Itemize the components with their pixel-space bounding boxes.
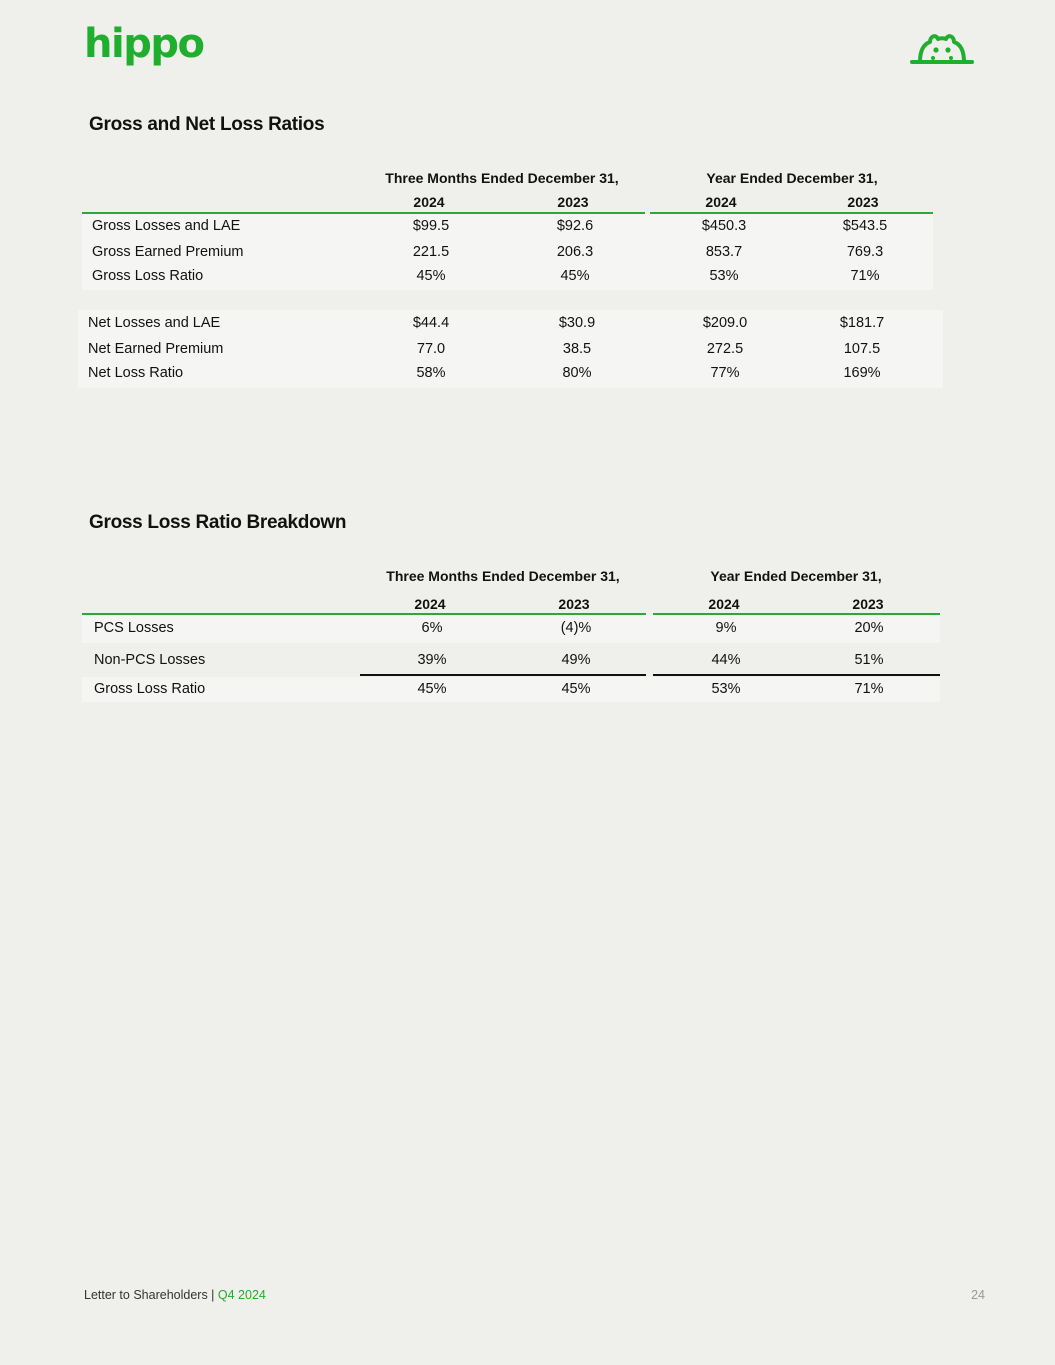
table-cell: $181.7 bbox=[839, 315, 885, 331]
table-cell: 53% bbox=[711, 681, 741, 697]
column-group-year: Year Ended December 31, bbox=[706, 170, 878, 186]
table-cell: 20% bbox=[854, 620, 884, 636]
table-cell: $209.0 bbox=[702, 315, 748, 331]
table-cell: 45% bbox=[416, 268, 446, 284]
table-cell: 853.7 bbox=[705, 244, 743, 260]
table-cell: 44% bbox=[711, 652, 741, 668]
column-group-three-months: Three Months Ended December 31, bbox=[385, 170, 619, 186]
table-cell: 77.0 bbox=[416, 341, 446, 357]
row-label: Net Losses and LAE bbox=[88, 315, 221, 331]
table-cell: 58% bbox=[416, 365, 446, 381]
table-cell: 206.3 bbox=[556, 244, 594, 260]
row-label: Gross Losses and LAE bbox=[92, 218, 241, 234]
column-header-year: 2024 bbox=[413, 194, 445, 210]
table-cell: 45% bbox=[561, 681, 591, 697]
table-cell: 769.3 bbox=[846, 244, 884, 260]
row-label: Gross Earned Premium bbox=[92, 244, 244, 260]
subtotal-divider bbox=[360, 674, 646, 676]
table-cell: 71% bbox=[854, 681, 884, 697]
row-label: Gross Loss Ratio bbox=[94, 681, 206, 697]
column-header-year: 2024 bbox=[708, 596, 740, 612]
table-cell: $92.6 bbox=[556, 218, 594, 234]
table-row-background bbox=[82, 677, 940, 702]
table-cell: 71% bbox=[850, 268, 880, 284]
table-cell: 9% bbox=[715, 620, 737, 636]
column-header-year: 2024 bbox=[705, 194, 737, 210]
column-header-year: 2023 bbox=[852, 596, 884, 612]
table-cell: (4)% bbox=[560, 620, 592, 636]
row-label: Net Loss Ratio bbox=[88, 365, 184, 381]
hippo-logo: hippo bbox=[84, 21, 204, 67]
row-label: PCS Losses bbox=[94, 620, 174, 636]
table-cell: $44.4 bbox=[412, 315, 450, 331]
column-group-three-months: Three Months Ended December 31, bbox=[386, 568, 620, 584]
table-cell: 49% bbox=[561, 652, 591, 668]
table-cell: 221.5 bbox=[412, 244, 450, 260]
table-cell: 80% bbox=[562, 365, 592, 381]
column-header-year: 2023 bbox=[558, 596, 590, 612]
row-label: Net Earned Premium bbox=[88, 341, 224, 357]
column-group-year: Year Ended December 31, bbox=[710, 568, 882, 584]
column-header-year: 2024 bbox=[414, 596, 446, 612]
table-cell: $30.9 bbox=[558, 315, 596, 331]
row-label: Gross Loss Ratio bbox=[92, 268, 204, 284]
table-cell: 272.5 bbox=[706, 341, 744, 357]
table-cell: 45% bbox=[417, 681, 447, 697]
row-label: Non-PCS Losses bbox=[94, 652, 206, 668]
hippo-mascot-icon bbox=[908, 30, 976, 66]
table-cell: 51% bbox=[854, 652, 884, 668]
column-header-year: 2023 bbox=[557, 194, 589, 210]
section-title-loss-ratios: Gross and Net Loss Ratios bbox=[89, 114, 325, 135]
table-row-background bbox=[82, 615, 940, 643]
table-cell: 38.5 bbox=[562, 341, 592, 357]
page-number: 24 bbox=[971, 1288, 985, 1302]
table-cell: 53% bbox=[709, 268, 739, 284]
table-cell: 45% bbox=[560, 268, 590, 284]
table-cell: $543.5 bbox=[842, 218, 888, 234]
subtotal-divider bbox=[653, 674, 940, 676]
section-title-breakdown: Gross Loss Ratio Breakdown bbox=[89, 512, 347, 533]
table-cell: 107.5 bbox=[843, 341, 881, 357]
footer-period: Q4 2024 bbox=[217, 1288, 266, 1302]
table-cell: 6% bbox=[421, 620, 443, 636]
footer-text: Letter to Shareholders | bbox=[84, 1288, 218, 1302]
table-cell: 39% bbox=[417, 652, 447, 668]
table-cell: $99.5 bbox=[412, 218, 450, 234]
table-cell: 169% bbox=[843, 365, 881, 381]
column-header-year: 2023 bbox=[847, 194, 879, 210]
table-cell: $450.3 bbox=[701, 218, 747, 234]
table-cell: 77% bbox=[710, 365, 740, 381]
footer bbox=[84, 1288, 266, 1302]
